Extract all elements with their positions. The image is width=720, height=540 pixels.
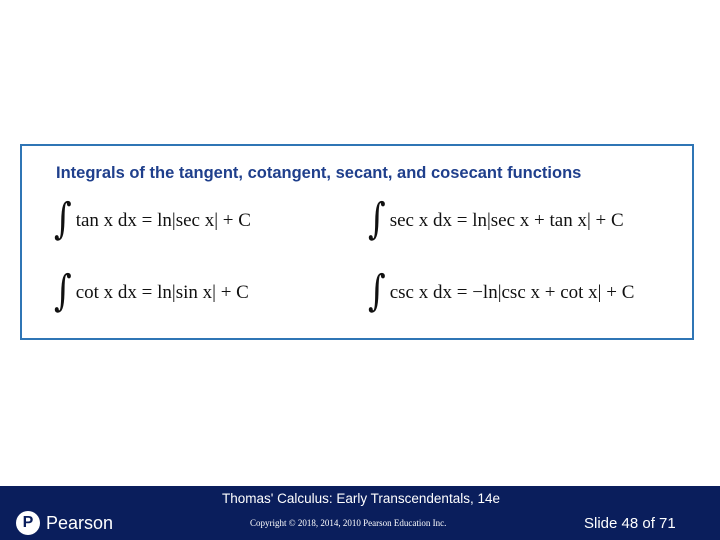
logo-text: Pearson <box>46 512 114 533</box>
logo-letter: P <box>22 514 34 531</box>
integral-sign: ∫ <box>368 194 386 244</box>
pearson-logo <box>16 510 113 536</box>
course-title: Thomas' Calculus: Early Transcendentals, 14e <box>222 491 500 506</box>
pearson-logo-icon <box>16 511 40 535</box>
formula-sec <box>368 196 624 246</box>
integral-sign: ∫ <box>54 266 72 316</box>
footer-bar <box>0 486 720 540</box>
formula-text: cot x dx = ln|sin x| + C <box>75 282 249 303</box>
formula-text: sec x dx = ln|sec x + tan x| + C <box>389 210 624 231</box>
formula-text: tan x dx = ln|sec x| + C <box>75 210 251 231</box>
formula-box <box>20 144 694 340</box>
formula-tan <box>54 196 251 246</box>
formula-text: csc x dx = −ln|csc x + cot x| + C <box>389 282 635 303</box>
integral-sign: ∫ <box>368 266 386 316</box>
formula-csc <box>368 268 634 318</box>
formula-cot <box>54 268 249 318</box>
box-title: Integrals of the tangent, cotangent, secant, and cosecant functions <box>56 164 582 182</box>
integral-sign: ∫ <box>54 194 72 244</box>
slide-number: Slide 48 of 71 <box>584 515 676 532</box>
copyright-notice: Copyright © 2018, 2014, 2010 Pearson Education Inc. <box>250 518 447 528</box>
